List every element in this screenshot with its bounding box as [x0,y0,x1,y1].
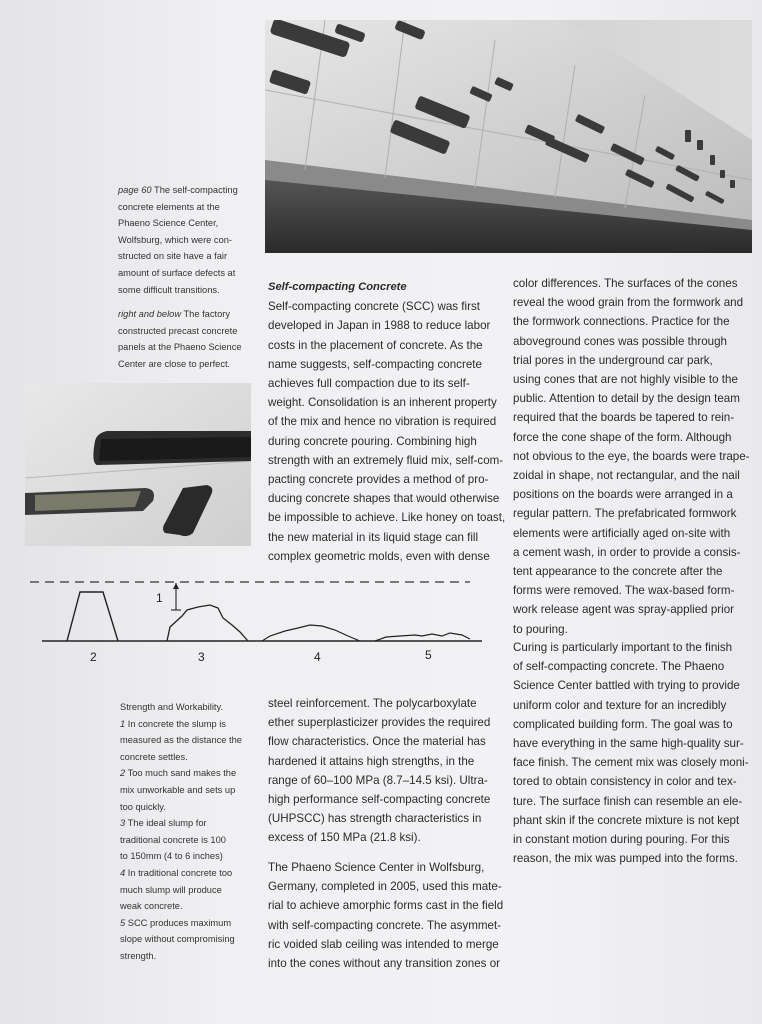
body-line: Curing is particularly important to the finish [513,641,733,654]
caption-top-line: some difficult transitions. [118,284,220,295]
body-line: a cement wash, in order to provide a consis- [513,545,741,559]
body-line: achieves full compaction due to its self- [268,377,470,391]
body-line: regular pattern. The prefabricated formwork [513,507,737,521]
body-line: have everything in the same high-quality sur- [513,737,744,751]
caption-mid-line: panels at the Phaeno Science [118,342,242,353]
caption-diagram-title: Strength and Workability. [120,702,224,712]
body-line: ducing concrete shapes that would otherwise [268,492,500,506]
caption-diagram [120,699,260,965]
body-line: zoidal in shape, not rectangular, and the nail [513,469,740,483]
cone-shape-5 [375,633,470,641]
caption-mid [118,306,258,372]
body-line: Science Center battled with trying to provide [513,679,740,693]
caption-item-line: Too much sand makes the [127,768,237,779]
caption-item-number: 5 [120,917,126,928]
body-line: range of 60–100 MPa (8.7–14.5 ksi). Ultra- [268,773,488,787]
body-line: steel reinforcement. The polycarboxylate [268,697,477,710]
cone-shape-4 [262,625,360,641]
caption-item-line: concrete settles. [120,751,188,762]
column-2-bottom [513,638,753,868]
column-1-bottom [268,858,508,973]
body-line: excess of 150 MPa (21.8 ksi). [268,831,421,845]
body-line: weight. Consolidation is an inherent property [268,396,497,410]
body-line: phant skin if the concrete mixture is not kept [513,813,740,827]
slump-arrow-icon [173,583,179,589]
caption-mid-label: right and below [118,309,182,319]
body-line: uniform color and texture for an incredibly [513,698,727,712]
caption-item-line: traditional concrete is 100 [120,834,226,845]
body-line: reveal the wood grain from the formwork and [513,296,744,310]
body-line: be impossible to achieve. Like honey on toast, [268,511,506,525]
caption-top-line: Phaeno Science Center, [118,218,219,229]
column-2-top [513,274,753,639]
caption-item-line: In traditional concrete too [127,867,233,878]
body-line: to pouring. [513,622,568,636]
body-line: name suggests, self-compacting concrete [268,357,482,371]
body-line: force the cone shape of the form. Although [513,430,732,444]
caption-top-line: concrete elements at the [118,201,220,212]
caption-item-line: mix unworkable and sets up [120,784,236,795]
caption-mid-line: Center are close to perfect. [118,358,231,369]
caption-item-line: to 150mm (4 to 6 inches) [120,851,223,862]
body-line: ric voided slab ceiling was intended to merge [268,937,499,951]
diagram-label-2: 2 [90,650,97,664]
body-line: color differences. The surfaces of the cones [513,277,738,290]
body-line: flow characteristics. Once the material has [268,735,486,749]
caption-top-line: Wolfsburg, which were con- [118,234,233,245]
column-1-middle [268,694,508,848]
caption-item-line: weak concrete. [120,901,183,912]
precast-panel-photo [25,383,251,546]
body-line: Self-compacting concrete (SCC) was first [268,300,480,314]
body-line: required that the boards be tapered to rein- [513,411,735,425]
body-line: in constant motion during pouring. For this [513,833,730,847]
body-line: strength with an extremely fluid mix, self-com- [268,453,504,467]
facade-photo-image [265,20,752,253]
body-line: of the mix and hence no vibration is required [268,415,497,429]
body-line: with self-compacting concrete. The asymmet- [268,918,502,932]
body-line: rial to achieve amorphic forms cast in the field [268,899,504,913]
facade-photo [265,20,752,253]
caption-top-line: amount of surface defects at [118,267,236,278]
caption-top-line: The self-compacting [154,185,238,195]
caption-top-label: page 60 [118,185,152,195]
body-line: elements were artificially aged on-site with [513,526,731,540]
caption-item-line: strength. [120,950,157,961]
body-line: complicated building form. The goal was to [513,717,733,731]
body-line: ether superplasticizer provides the required [268,716,491,730]
body-line: pacting concrete provides a method of pro- [268,473,489,487]
body-line: Germany, completed in 2005, used this mate- [268,880,502,894]
cone-shape-2 [67,592,118,641]
body-line: The Phaeno Science Center in Wolfsburg, [268,861,485,874]
body-line: face finish. The cement mix was closely moni- [513,756,749,770]
caption-item-number: 2 [120,768,126,779]
caption-item-number: 1 [120,718,126,729]
caption-item-line: The ideal slump for [127,818,207,829]
body-line: into the cones without any transition zones or [268,957,501,971]
body-line: forms were removed. The wax-based form- [513,584,735,598]
caption-item-number: 3 [120,818,126,829]
diagram-label-5: 5 [425,648,432,662]
body-line: work release agent was spray-applied prior [513,603,735,617]
body-line: tent appearance to the concrete after the [513,565,723,579]
body-line: high performance self-compacting concrete [268,793,491,807]
body-line: trial pores in the underground car park, [513,353,713,367]
section-heading: Self-compacting Concrete [268,281,407,293]
body-line: costs in the placement of concrete. As the [268,338,483,352]
body-line: tored to obtain consistency in color and tex- [513,775,737,789]
column-1-top [268,278,508,566]
caption-item-number: 4 [120,867,126,878]
body-line: the formwork connections. Practice for the [513,315,730,329]
body-line: ture. The surface finish can resemble an ele- [513,794,743,808]
body-line: (UHPSCC) has strength characteristics in [268,812,482,826]
body-line: the new material in its liquid stage can fill [268,530,479,544]
caption-top [118,182,258,298]
caption-top-line: structed on site have a fair [118,251,228,262]
caption-item-line: SCC produces maximum [127,917,232,928]
caption-item-line: slope without compromising [120,934,235,945]
caption-item-line: In concrete the slump is [127,718,226,729]
diagram-label-3: 3 [198,650,205,664]
diagram-label-1: 1 [156,591,163,605]
body-line: developed in Japan in 1988 to reduce labor [268,319,491,333]
caption-item-line: measured as the distance the [120,735,242,746]
body-line: of self-compacting concrete. The Phaeno [513,660,725,674]
precast-panel-image [25,383,251,546]
caption-item-line: much slump will produce [120,884,222,895]
caption-item-line: too quickly. [120,801,166,812]
body-line: positions on the boards were arranged in a [513,488,733,502]
caption-mid-line: The factory [183,309,230,319]
caption-mid-line: constructed precast concrete [118,325,238,336]
body-line: public. Attention to detail by the design team [513,392,740,406]
body-line: using cones that are not highly visible to the [513,373,738,387]
body-line: aboveground cones was possible through [513,334,727,348]
slump-diagram [30,570,490,670]
body-line: reason, the mix was pumped into the forms. [513,852,738,866]
body-line: not obvious to the eye, the boards were trape- [513,449,750,463]
body-line: complex geometric molds, even with dense [268,549,490,563]
body-line: during concrete pouring. Combining high [268,434,477,448]
body-line: hardened it attains high strengths, in the [268,754,475,768]
diagram-label-4: 4 [314,650,321,664]
